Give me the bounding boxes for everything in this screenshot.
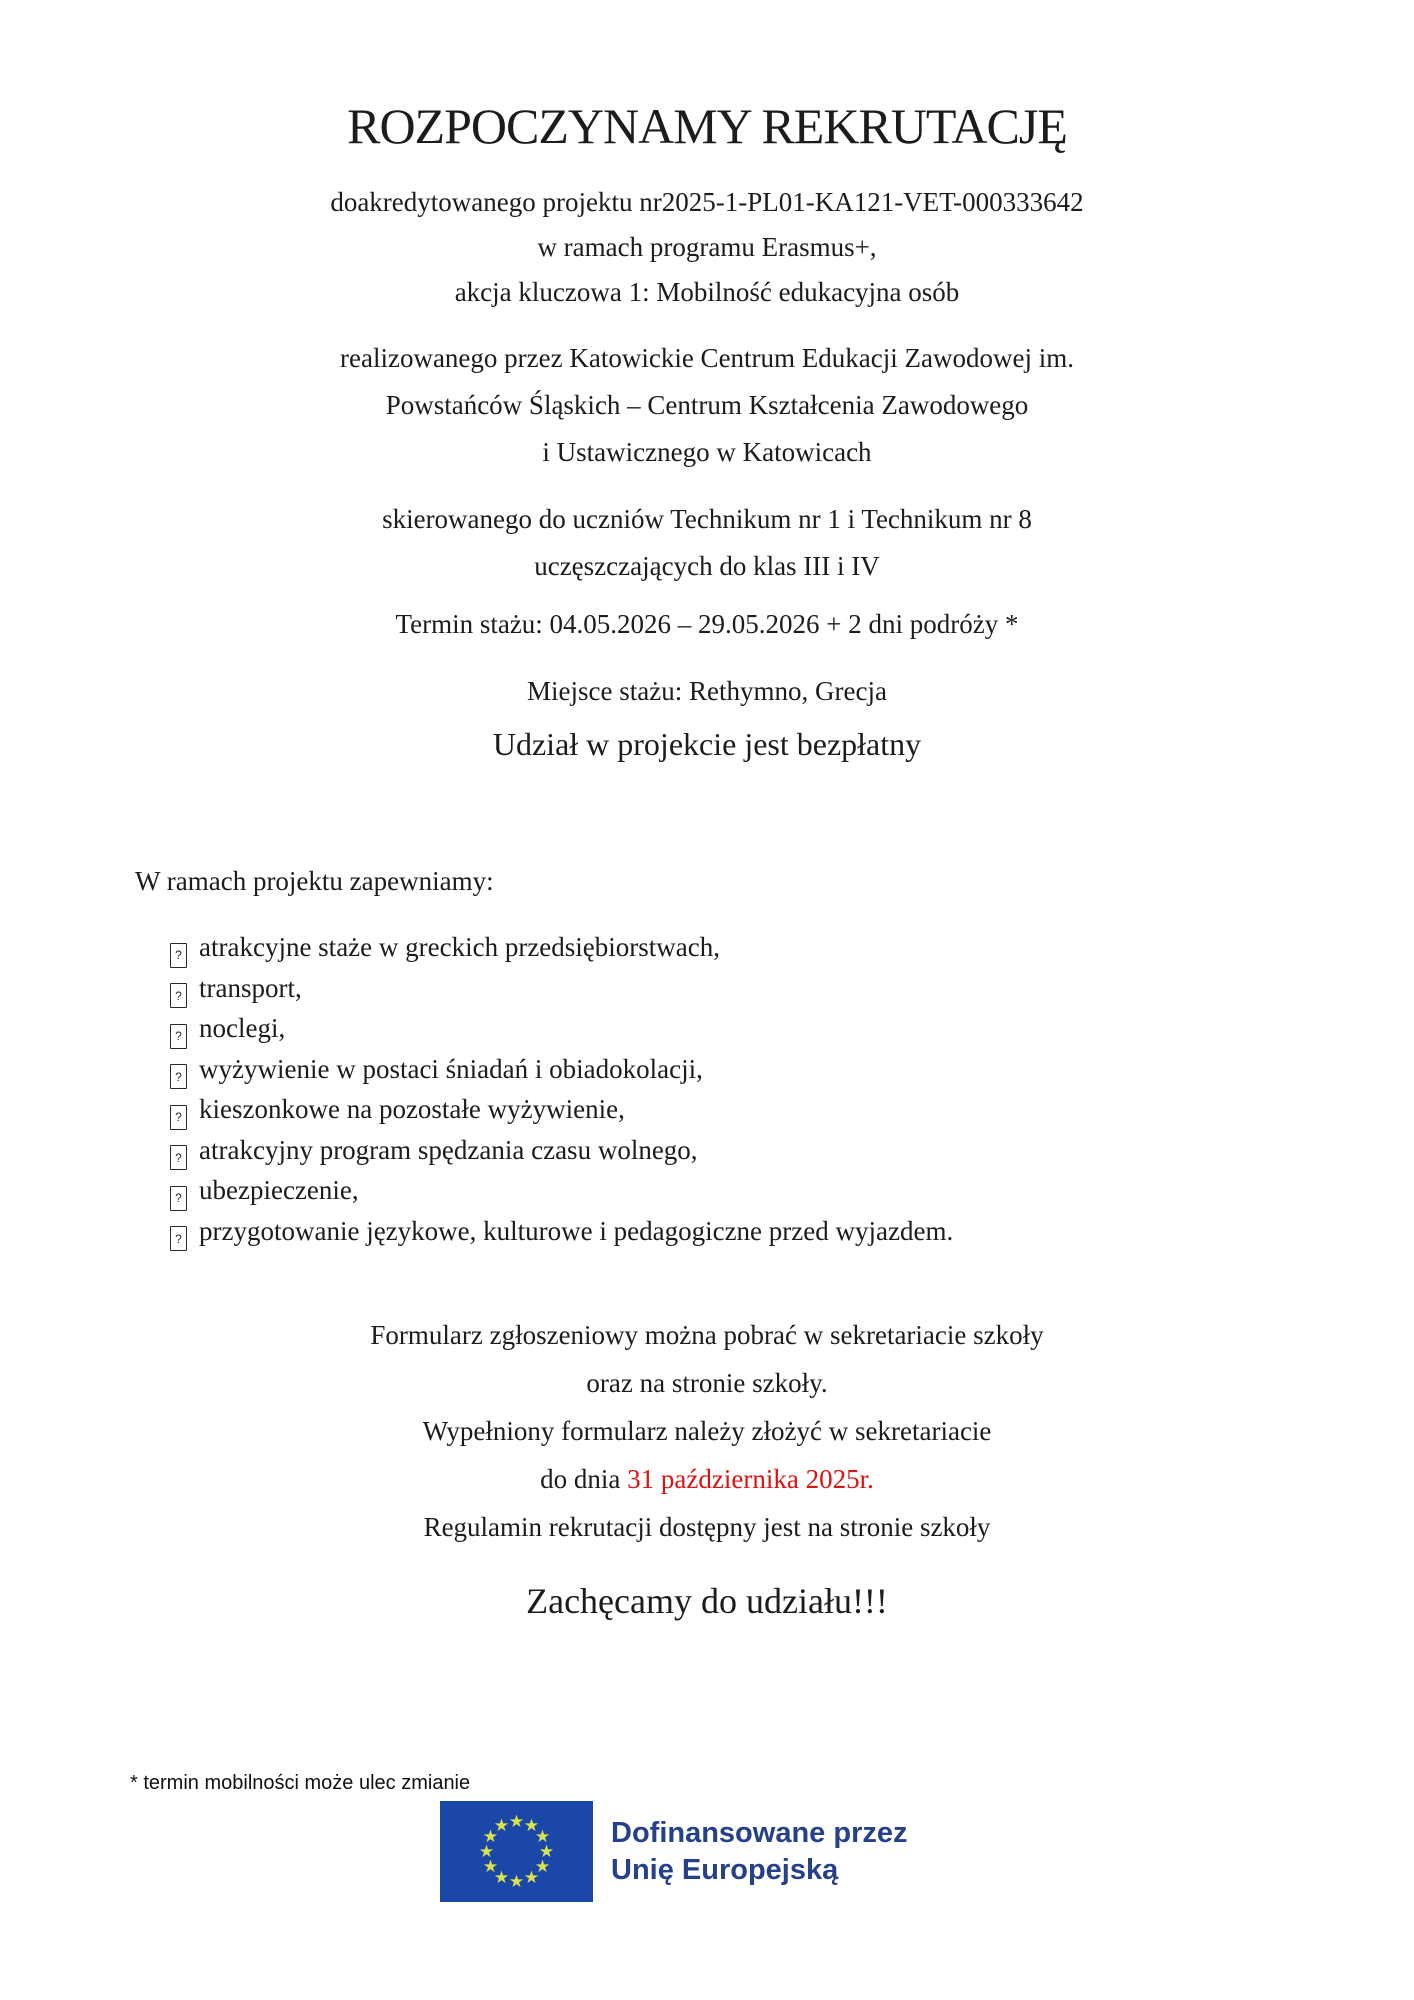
project-intro (90, 180, 1324, 315)
internship-place: Miejsce stażu: Rethymno, Grecja (527, 676, 887, 706)
list-item (170, 927, 1324, 968)
call-to-action: Zachęcamy do udziału!!! (526, 1581, 888, 1621)
benefit-text: noclegi, (199, 1013, 286, 1043)
target-line-1: skierowanego do uczniów Technikum nr 1 i Technikum nr 8 (382, 504, 1032, 534)
eu-funding-text-line-2: Unię Europejską (611, 1853, 839, 1886)
organizer-line-3: i Ustawicznego w Katowicach (542, 437, 872, 467)
missing-glyph-bullet-icon: ? (170, 1024, 187, 1049)
footnote: * termin mobilności może ulec zmianie (130, 1772, 471, 1794)
list-item (170, 1170, 1324, 1211)
regulations-line: Regulamin rekrutacji dostępny jest na stronie szkoły (423, 1512, 991, 1542)
program-line: w ramach programu Erasmus+, (537, 232, 877, 262)
benefit-text: ubezpieczenie, (199, 1175, 359, 1205)
project-number-line: doakredytowanego projektu nr2025-1-PL01-KA121-VET-000333642 (330, 187, 1084, 217)
internship-term: Termin stażu: 04.05.2026 – 29.05.2026 + 2 dni podróży * (395, 609, 1019, 639)
form-line-1: Formularz zgłoszeniowy można pobrać w sekretariacie szkoły (370, 1320, 1044, 1350)
form-line-2: oraz na stronie szkoły. (586, 1368, 828, 1398)
benefit-text: atrakcyjny program spędzania czasu wolnego, (199, 1134, 698, 1165)
eu-funding-text-line-1: Dofinansowane przez (611, 1816, 908, 1849)
free-participation-note: Udział w projekcie jest bezpłatny (492, 726, 922, 762)
list-item (170, 968, 1324, 1009)
eu-flag-icon (440, 1801, 593, 1902)
list-item (170, 1130, 1324, 1171)
deadline-date: 31 października 2025r. (627, 1464, 874, 1494)
form-line-3: Wypełniony formularz należy złożyć w sekretariacie (422, 1416, 992, 1446)
benefits-heading: W ramach projektu zapewniamy: (135, 866, 494, 896)
missing-glyph-bullet-icon: ? (170, 943, 187, 968)
list-item (170, 1049, 1324, 1090)
eu-funding-logo (440, 1801, 1324, 1902)
benefit-text: atrakcyjne staże w greckich przedsiębiorstwach, (199, 932, 721, 962)
organizer-line-2: Powstańców Śląskich – Centrum Kształcenia Zawodowego (385, 390, 1029, 420)
eu-funding-text (611, 1815, 908, 1889)
target-line-2: uczęszczających do klas III i IV (534, 551, 880, 581)
key-action-line: akcja kluczowa 1: Mobilność edukacyjna osób (454, 277, 960, 307)
missing-glyph-bullet-icon: ? (170, 1226, 187, 1251)
missing-glyph-bullet-icon: ? (170, 1064, 187, 1089)
missing-glyph-bullet-icon: ? (170, 983, 187, 1008)
page-title: ROZPOCZYNAMY REKRUTACJĘ (347, 98, 1067, 154)
list-item (170, 1008, 1324, 1049)
target-audience (90, 496, 1324, 590)
deadline-line (90, 1455, 1324, 1503)
benefit-text: transport, (199, 972, 302, 1003)
benefit-text: wyżywienie w postaci śniadań i obiadokolacji, (199, 1053, 703, 1084)
organizer-line-1: realizowanego przez Katowickie Centrum Edukacji Zawodowej im. (340, 343, 1074, 373)
benefits-list (90, 927, 1324, 1251)
organizer-info (90, 335, 1324, 476)
list-item (170, 1089, 1324, 1130)
deadline-prefix: do dnia (540, 1464, 628, 1494)
benefit-text: przygotowanie językowe, kulturowe i pedagogiczne przed wyjazdem. (199, 1215, 954, 1246)
application-info (90, 1311, 1324, 1551)
benefit-text: kieszonkowe na pozostałe wyżywienie, (199, 1094, 625, 1124)
list-item (170, 1211, 1324, 1252)
missing-glyph-bullet-icon: ? (170, 1186, 187, 1211)
missing-glyph-bullet-icon: ? (170, 1105, 187, 1130)
missing-glyph-bullet-icon: ? (170, 1145, 187, 1170)
